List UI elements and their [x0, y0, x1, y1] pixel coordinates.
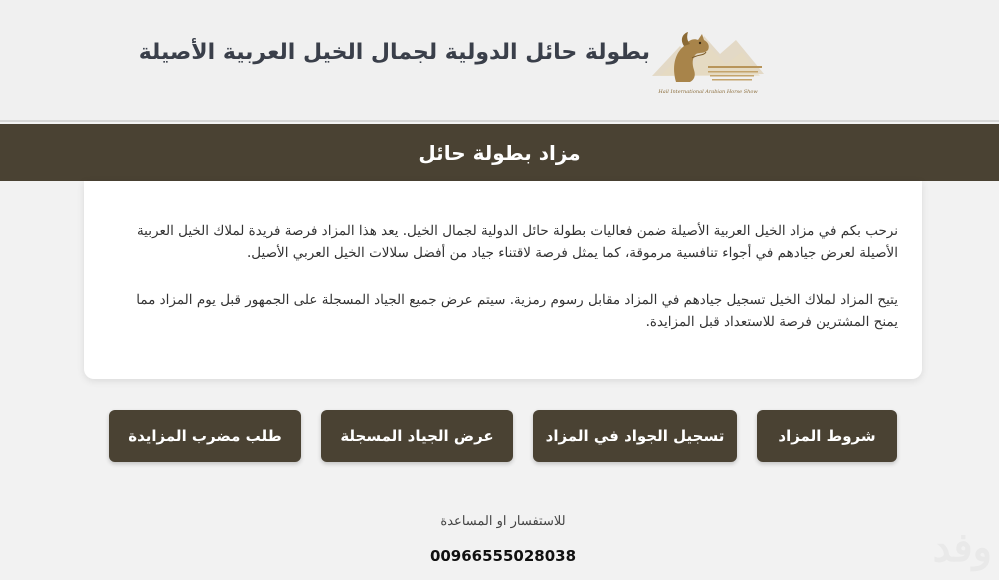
page-title: مزاد بطولة حائل: [418, 141, 581, 165]
intro-paragraph-1: نرحب بكم في مزاد الخيل العربية الأصيلة ضمن فعاليات بطولة حائل الدولية لجمال الخيل. يعد هذا المزاد فرصة فريدة لملاك الخيل العربية الأصيلة لعرض جيادهم في أجواء تنافسية مرموقة، كما يمثل فرصة لاقتناء جياد من أفضل سلالات الخيل العربي الأصيل.: [136, 223, 898, 261]
page-banner: [0, 124, 999, 181]
horse-logo-icon: [650, 24, 766, 98]
intro-card: [84, 181, 922, 379]
site-header: [0, 0, 999, 122]
request-paddle-button[interactable]: طلب مضرب المزايدة: [109, 410, 301, 462]
intro-paragraph-2: يتيح المزاد لملاك الخيل تسجيل جيادهم في المزاد مقابل رسوم رمزية. سيتم عرض جميع الجياد المسجلة على الجمهور قبل يوم المزاد مما يمنح المشترين فرصة للاستعداد قبل المزايدة.: [136, 292, 898, 330]
auction-terms-button[interactable]: شروط المزاد: [757, 410, 897, 462]
contact-label: للاستفسار او المساعدة: [440, 514, 566, 529]
site-title: بطولة حائل الدولية لجمال الخيل العربية الأصيلة: [138, 40, 650, 65]
watermark-logo: وفد: [932, 524, 992, 571]
view-registered-horses-button[interactable]: عرض الجياد المسجلة: [321, 410, 513, 462]
logo-caption: Hail International Arabian Horse Show: [658, 89, 758, 95]
register-horse-button[interactable]: تسجيل الجواد في المزاد: [533, 410, 737, 462]
contact-phone[interactable]: 00966555028038: [429, 547, 577, 565]
